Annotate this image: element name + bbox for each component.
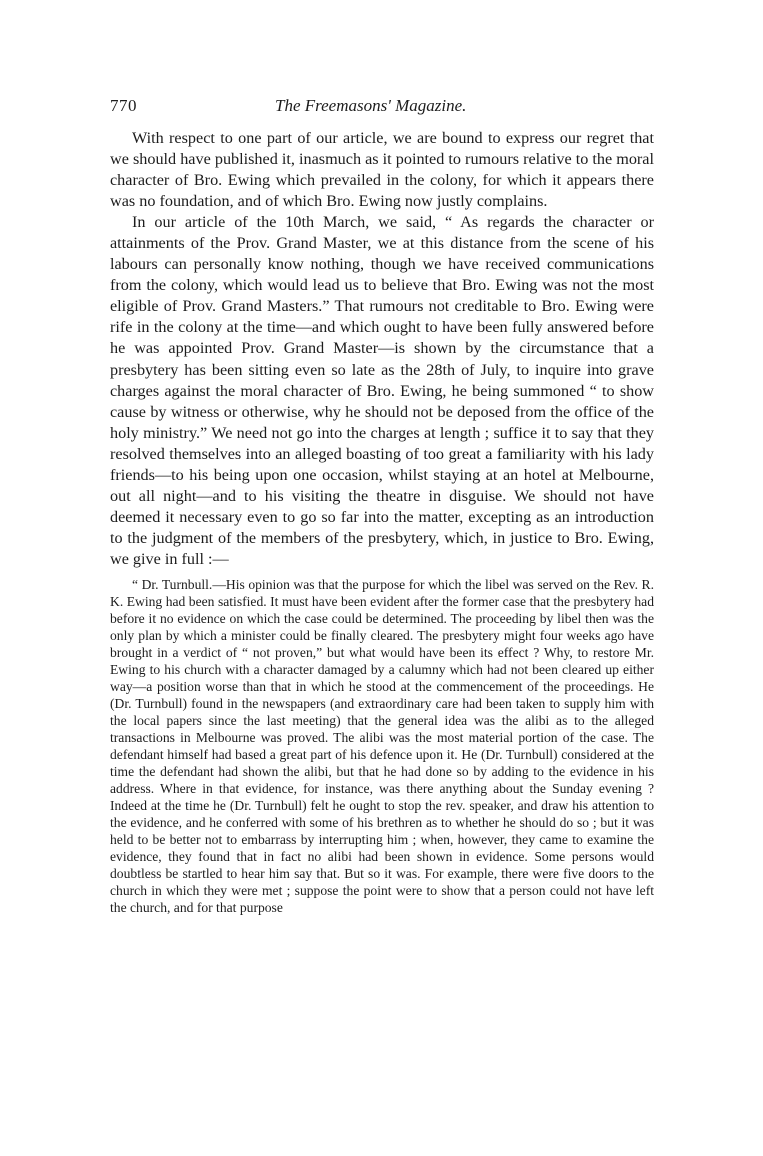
running-title: The Freemasons' Magazine.: [275, 96, 467, 115]
article-paragraph: In our article of the 10th March, we said, “ As regards the character or attainments of the Prov. Grand Master, we at this distance from the scene of his labours can personally know nothing, though we have received communications from the colony, which would lead us to believe that Bro. Ewing was not the most eligible of Prov. Grand Masters.” That rumours not creditable to Bro. Ewing were rife in the colony at the time—and which ought to have been fully answered before he was appointed Prov. Grand Master—is shown by the circumstance that a presbytery has been sitting even so late as the 28th of July, to inquire into grave charges against the moral character of Bro. Ewing, he being summoned “ to show cause by witness or otherwise, why he should not be deposed from the office of the holy ministry.” We need not go into the charges at length ; suffice it to say that they resolved themselves into an alleged boasting of too great a familiarity with his lady friends—to his being upon one occasion, whilst staying at an hotel at Melbourne, out all night—and to his visiting the theatre in disguise. We should not have deemed it necessary even to go so far into the matter, excepting as an introduction to the judgment of the members of the presbytery, which, in justice to Bro. Ewing, we give in full :—: [110, 213, 654, 568]
magazine-page: [110, 96, 654, 916]
article-paragraph: With respect to one part of our article, we are bound to express our regret that we should have published it, inasmuch as it pointed to rumours relative to the moral character of Bro. Ewing which prevailed in the colony, for which it appears there was no foundation, and of which Bro. Ewing now justly complains.: [110, 129, 654, 211]
page-number: 770: [110, 96, 137, 115]
quoted-judgment: “ Dr. Turnbull.—His opinion was that the purpose for which the libel was served on the Rev. R. K. Ewing had been satisfied. It must have been evident after the former case that the presbytery had before it no evidence on which the case could be determined. The proceeding by libel then was the only plan by which a minister could be finally cleared. The presbytery might four weeks ago have brought in a verdict of “ not proven,” but what would have been its effect ? Why, to restore Mr. Ewing to his church with a character damaged by a calumny which had not been cleared up either way—a position worse than that in which he stood at the commencement of the proceedings. He (Dr. Turnbull) found in the newspapers (and extraordinary care had been taken to supply him with the local papers since the last meeting) that the general idea was the alibi as to the alleged transactions in Melbourne was proved. The alibi was the most material portion of the case. The defendant himself had based a great part of his defence upon it. He (Dr. Turnbull) considered at the time the defendant had shown the alibi, but that he had done so by adding to the evidence in his address. Where in that evidence, for instance, was there anything about the Sunday evening ? Indeed at the time he (Dr. Turnbull) felt he ought to stop the rev. speaker, and draw his attention to the evidence, and he conferred with some of his brethren as to whether he should do so ; but it was held to be better not to embarrass by interrupting him ; when, however, they came to examine the evidence, they found that in fact no alibi had been shown in evidence. Some persons would doubtless be startled to hear him say that. But so it was. For example, there were five doors to the church in which they were met ; suppose the point were to show that a person could not have left the church, and for that purpose: [110, 576, 654, 915]
page-header: [110, 96, 654, 126]
